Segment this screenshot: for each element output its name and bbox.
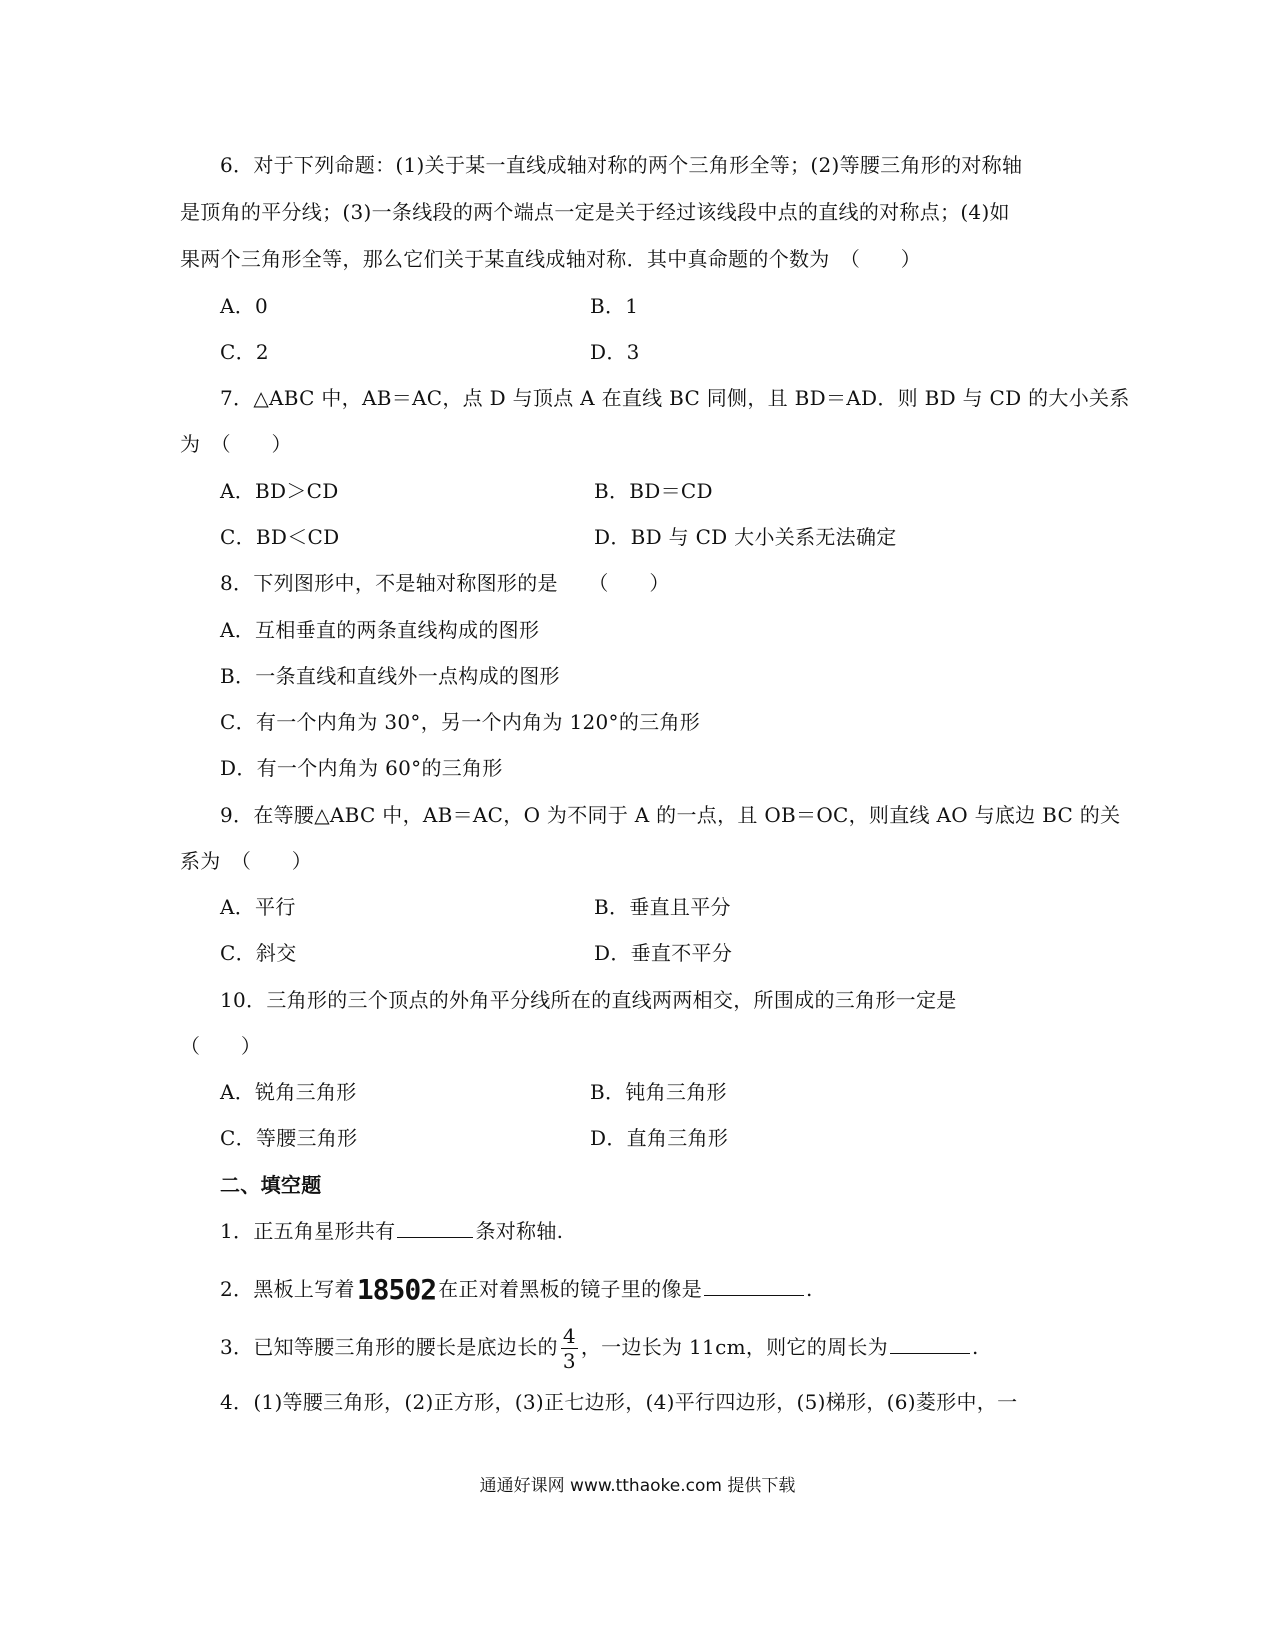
- answer-blank: [397, 1219, 473, 1238]
- question-9-option-d: D．垂直不平分: [594, 941, 733, 965]
- question-10-line-2: （ ）: [180, 1034, 262, 1058]
- question-7-option-d: D．BD 与 CD 大小关系无法确定: [594, 525, 897, 549]
- question-6-option-a: A．0: [220, 294, 269, 318]
- question-10-option-a: A．锐角三角形: [220, 1080, 357, 1104]
- question-6-option-d: D．3: [590, 340, 640, 364]
- fill-2-text-before: 2．黑板上写着: [220, 1277, 355, 1301]
- question-7-line-2: 为 （ ）: [180, 432, 292, 456]
- fill-question-4-line-1: 4．(1)等腰三角形，(2)正方形，(3)正七边形，(4)平行四边形，(5)梯形，(6)菱形中，一: [220, 1390, 1018, 1414]
- page-footer: 通通好课网 www.tthaoke.com 提供下载: [479, 1476, 796, 1496]
- question-10-option-b: B．钝角三角形: [590, 1080, 727, 1104]
- fill-2-text-after: .: [806, 1277, 813, 1301]
- fill-question-3: [220, 1322, 979, 1373]
- question-8-option-d: D．有一个内角为 60°的三角形: [220, 756, 503, 780]
- answer-blank: [704, 1277, 804, 1296]
- fill-3-text-middle: ，一边长为 11cm，则它的周长为: [580, 1335, 888, 1359]
- fill-3-text-before: 3．已知等腰三角形的腰长是底边长的: [220, 1335, 558, 1359]
- question-9-option-b: B．垂直且平分: [594, 895, 731, 919]
- question-6-option-c: C．2: [220, 340, 269, 364]
- fill-1-text-before: 1．正五角星形共有: [220, 1219, 396, 1243]
- section-heading: 二、填空题: [220, 1173, 322, 1197]
- fraction-numerator: 4: [562, 1324, 576, 1348]
- fill-question-2: [220, 1273, 813, 1306]
- fill-2-text-middle: 在正对着黑板的镜子里的像是: [438, 1277, 703, 1301]
- question-10-line-1: 10．三角形的三个顶点的外角平分线所在的直线两两相交，所围成的三角形一定是: [220, 988, 957, 1012]
- question-8-option-c: C．有一个内角为 30°，另一个内角为 120°的三角形: [220, 710, 701, 734]
- question-9-option-a: A．平行: [220, 895, 296, 919]
- question-8-line-1: 8．下列图形中，不是轴对称图形的是 （ ）: [220, 571, 670, 595]
- question-10-option-d: D．直角三角形: [590, 1126, 729, 1150]
- question-6-line-3: 果两个三角形全等，那么它们关于某直线成轴对称．其中真命题的个数为 （ ）: [180, 247, 922, 271]
- question-7-line-1: 7．△ABC 中，AB＝AC，点 D 与顶点 A 在直线 BC 同侧，且 BD＝AD．则 BD 与 CD 的大小关系: [220, 386, 1130, 410]
- digital-number-display: 18502: [356, 1273, 437, 1306]
- fill-1-text-after: 条对称轴.: [475, 1219, 564, 1243]
- fraction-denominator: 3: [562, 1349, 576, 1373]
- fill-question-1: [220, 1218, 563, 1244]
- answer-blank: [890, 1335, 970, 1354]
- question-6-line-1: 6．对于下列命题：(1)关于某一直线成轴对称的两个三角形全等；(2)等腰三角形的对称轴: [220, 153, 1023, 177]
- question-7-option-a: A．BD＞CD: [220, 479, 339, 503]
- question-7-option-c: C．BD＜CD: [220, 525, 340, 549]
- question-9-line-1: 9．在等腰△ABC 中，AB＝AC，O 为不同于 A 的一点，且 OB＝OC，则直线 AO 与底边 BC 的关: [220, 803, 1121, 827]
- fill-3-text-after: .: [971, 1335, 979, 1359]
- question-6-line-2: 是顶角的平分线；(3)一条线段的两个端点一定是关于经过该线段中点的直线的对称点；(4)如: [180, 200, 1010, 224]
- fraction: [561, 1324, 578, 1373]
- question-8-option-a: A．互相垂直的两条直线构成的图形: [220, 618, 540, 642]
- question-10-option-c: C．等腰三角形: [220, 1126, 358, 1150]
- question-6-option-b: B．1: [590, 294, 639, 318]
- question-9-option-c: C．斜交: [220, 941, 297, 965]
- question-9-line-2: 系为 （ ）: [180, 849, 313, 873]
- question-7-option-b: B．BD＝CD: [594, 479, 713, 503]
- question-8-option-b: B．一条直线和直线外一点构成的图形: [220, 664, 560, 688]
